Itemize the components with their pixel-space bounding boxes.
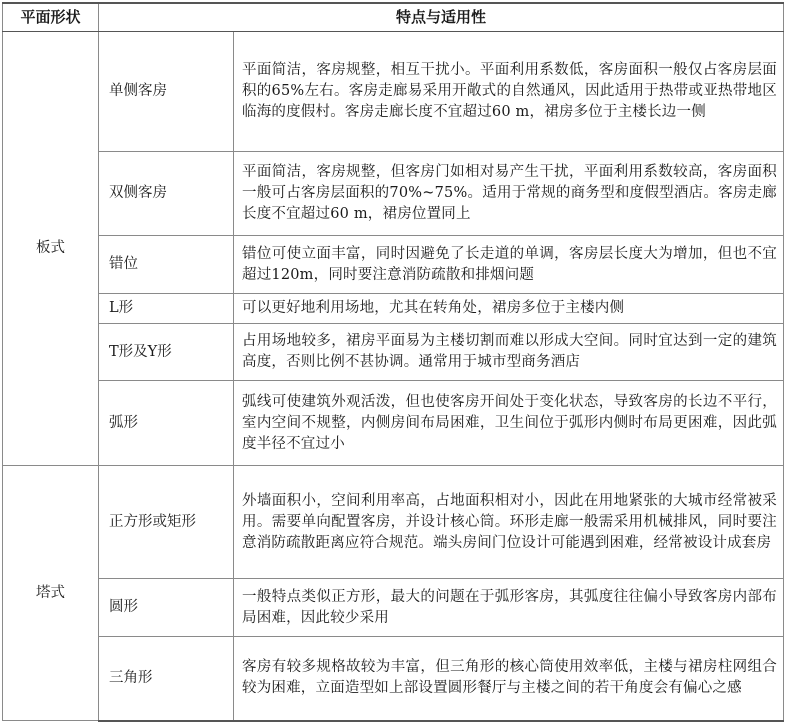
shape-cell: 弧形 bbox=[99, 381, 234, 466]
shape-cell: 错位 bbox=[99, 236, 234, 294]
description-cell: 一般特点类似正方形，最大的问题在于弧形客房，其弧度往往偏小导致客房内部布局困难，因此较少采用 bbox=[234, 579, 784, 637]
shape-cell: T形及Y形 bbox=[99, 324, 234, 381]
category-slab: 板式 bbox=[3, 32, 99, 466]
description-cell: 可以更好地利用场地，尤其在转角处，裙房多位于主楼内侧 bbox=[234, 294, 784, 324]
table-row bbox=[3, 381, 784, 466]
table-row bbox=[3, 324, 784, 381]
table-row bbox=[3, 32, 784, 152]
description-cell: 平面简洁，客房规整，但客房门如相对易产生干扰，平面利用系数较高，客房面积一般可占客房层面积的70%~75%。适用于常规的商务型和度假型酒店。客房走廊长度不宜超过60 m，裙房位置同上 bbox=[234, 152, 784, 236]
description-cell: 弧线可使建筑外观活泼，但也使客房开间处于变化状态，导致客房的长边不平行，室内空间不规整，内侧房间布局困难，卫生间位于弧形内侧时布局更困难，因此弧度半径不宜过小 bbox=[234, 381, 784, 466]
header-row bbox=[3, 3, 784, 32]
description-cell: 占用场地较多，裙房平面易为主楼切割而难以形成大空间。同时宜达到一定的建筑高度，否则比例不甚协调。通常用于城市型商务酒店 bbox=[234, 324, 784, 381]
category-tower: 塔式 bbox=[3, 466, 99, 721]
header-plan-shape: 平面形状 bbox=[3, 3, 99, 32]
table-row bbox=[3, 466, 784, 579]
header-features: 特点与适用性 bbox=[99, 3, 784, 32]
shape-cell: 三角形 bbox=[99, 637, 234, 721]
shape-cell: L形 bbox=[99, 294, 234, 324]
table-row bbox=[3, 579, 784, 637]
shape-cell: 正方形或矩形 bbox=[99, 466, 234, 579]
plan-shape-table bbox=[2, 2, 784, 722]
description-cell: 外墙面积小，空间利用率高，占地面积相对小，因此在用地紧张的大城市经常被采用。需要单向配置客房，并设计核心筒。环形走廊一般需采用机械排风，同时要注意消防疏散距离应符合规范。端头房间门位设计可能遇到困难，经常被设计成套房 bbox=[234, 466, 784, 579]
shape-cell: 圆形 bbox=[99, 579, 234, 637]
description-cell: 平面简洁，客房规整，相互干扰小。平面利用系数低，客房面积一般仅占客房层面积的65%左右。客房走廊易采用开敞式的自然通风，因此适用于热带或亚热带地区临海的度假村。客房走廊长度不宜超过60 m，裙房多位于主楼长边一侧 bbox=[234, 32, 784, 152]
shape-cell: 单侧客房 bbox=[99, 32, 234, 152]
description-cell: 客房有较多规格故较为丰富，但三角形的核心筒使用效率低，主楼与裙房柱网组合较为困难，立面造型如上部设置圆形餐厅与主楼之间的若干角度会有偏心之感 bbox=[234, 637, 784, 721]
table-row bbox=[3, 637, 784, 721]
shape-cell: 双侧客房 bbox=[99, 152, 234, 236]
table-row bbox=[3, 152, 784, 236]
table-row bbox=[3, 236, 784, 294]
table-row bbox=[3, 294, 784, 324]
description-cell: 错位可使立面丰富，同时因避免了长走道的单调，客房层长度大为增加，但也不宜超过120m，同时要注意消防疏散和排烟问题 bbox=[234, 236, 784, 294]
